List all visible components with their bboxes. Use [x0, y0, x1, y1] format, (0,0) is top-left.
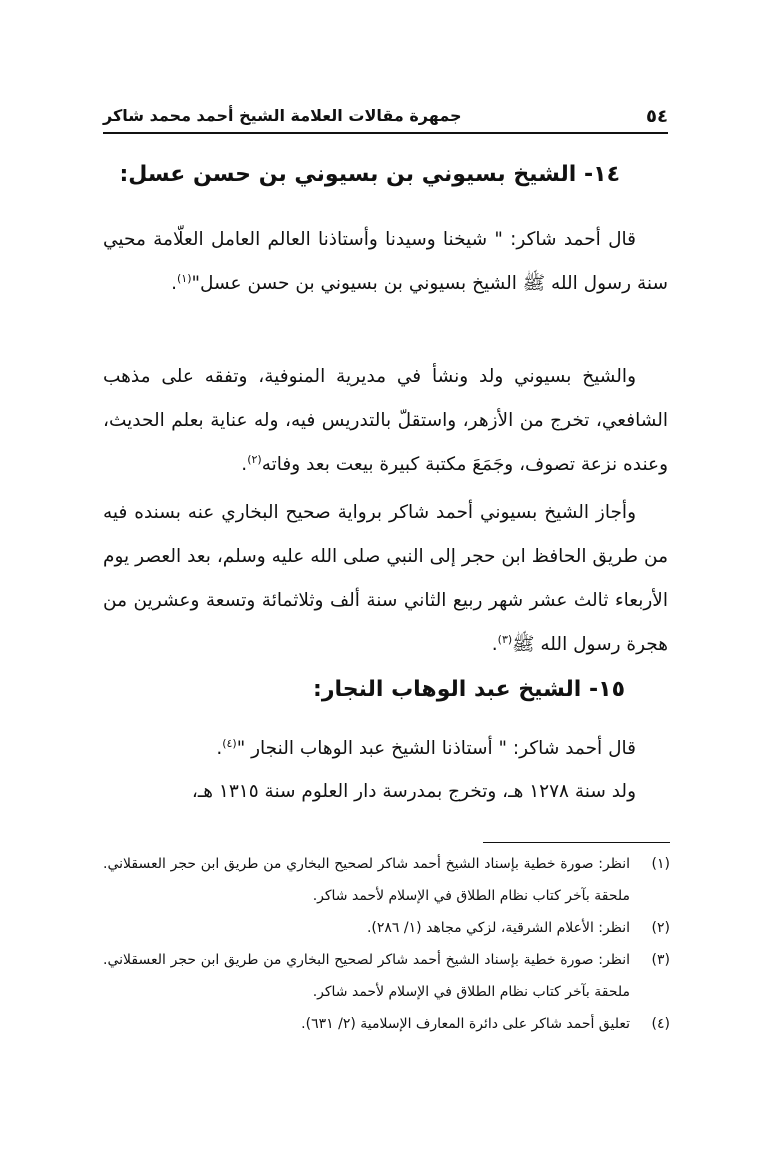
paragraph-text: قال أحمد شاكر: " شيخنا وسيدنا وأستاذنا العالم العامل العلّامة محيي سنة رسول الله ﷺ الشيخ بسيوني بن بسيوني بن حسن عسل" — [103, 229, 668, 294]
footnote-number: (٢) — [651, 920, 670, 936]
footnote-ref: (١) — [177, 271, 192, 285]
paragraph: قال أحمد شاكر: " شيخنا وسيدنا وأستاذنا العالم العامل العلّامة محيي سنة رسول الله ﷺ الشيخ بسيوني بن بسيوني بن حسن عسل"$^{(١)}$. — [103, 229, 668, 294]
paragraph-text: قال أحمد شاكر: " أستاذنا الشيخ عبد الوهاب النجار " — [236, 738, 636, 759]
paragraph-text: وأجاز الشيخ بسيوني أحمد شاكر برواية صحيح البخاري عنه بسنده فيه من طريق الحافظ ابن حجر إلى النبي صلى الله عليه وسلم، بعد العصر يوم الأربعاء ثالث عشر شهر ربيع الثاني سنة ألف وثلاثمائة وتسعة وعشرين من هجرة رسول الله ﷺ — [103, 502, 668, 655]
running-title: جمهرة مقالات العلامة الشيخ أحمد محمد شاكر — [103, 106, 462, 125]
footnote — [103, 848, 670, 912]
footnote-text: انظر: الأعلام الشرقية، لزكي مجاهد (١/ ٢٨٦). — [366, 920, 630, 936]
footnote-text: انظر: صورة خطية بإسناد الشيخ أحمد شاكر لصحيح البخاري من طريق ابن حجر العسقلاني. ملحقة بآخر كتاب نظام الطلاق في الإسلام لأحمد شاكر. — [103, 856, 630, 904]
footnote-number: (١) — [651, 856, 670, 872]
paragraph: والشيخ بسيوني ولد ونشأ في مديرية المنوفية، وتفقه على مذهب الشافعي، تخرج من الأزهر، واستقلّ بالتدريس فيه، وله عناية بعلم الحديث، وعنده نزعة تصوف، وجَمَعَ مكتبة كبيرة بيعت بعد وفاته$^{(٢)}$. — [103, 366, 668, 475]
footnote-text: تعليق أحمد شاكر على دائرة المعارف الإسلامية (٢/ ٦٣١). — [301, 1016, 630, 1032]
footnote-ref: (٢) — [247, 452, 262, 466]
paragraph-text: ولد سنة ١٢٧٨ هـ، وتخرج بمدرسة دار العلوم سنة ١٣١٥ هـ، — [191, 781, 636, 802]
footnote — [103, 912, 670, 944]
section-heading-14: ١٤- الشيخ بسيوني بن بسيوني بن حسن عسل: — [119, 162, 620, 187]
footnote-ref: (٣) — [497, 632, 513, 646]
paragraph — [103, 770, 668, 814]
footnote-number: (٣) — [651, 952, 670, 968]
footnote — [103, 1008, 670, 1040]
footnote-ref: (٤) — [222, 736, 237, 750]
footnote — [103, 944, 670, 1008]
paragraph: وأجاز الشيخ بسيوني أحمد شاكر برواية صحيح البخاري عنه بسنده فيه من طريق الحافظ ابن حجر إلى النبي صلى الله عليه وسلم، بعد العصر يوم الأربعاء ثالث عشر شهر ربيع الثاني سنة ألف وثلاثمائة وتسعة وعشرين من هجرة رسول الله ﷺ$^{(٣)}$. — [103, 502, 668, 655]
page-header — [103, 100, 668, 134]
paragraph-text: والشيخ بسيوني ولد ونشأ في مديرية المنوفية، وتفقه على مذهب الشافعي، تخرج من الأزهر، واستقلّ بالتدريس فيه، وله عناية بعلم الحديث، وعنده نزعة تصوف، وجَمَعَ مكتبة كبيرة بيعت بعد وفاته — [103, 366, 668, 475]
section-heading-15: ١٥- الشيخ عبد الوهاب النجار: — [313, 677, 625, 702]
footnote-divider — [483, 842, 670, 843]
paragraph: قال أحمد شاكر: " أستاذنا الشيخ عبد الوهاب النجار "$^{(٤)}$. — [216, 736, 636, 759]
footnote-text: انظر: صورة خطية بإسناد الشيخ أحمد شاكر لصحيح البخاري من طريق ابن حجر العسقلاني. ملحقة بآخر كتاب نظام الطلاق في الإسلام لأحمد شاكر. — [103, 952, 630, 1000]
page-number: ٥٤ — [646, 106, 668, 127]
footnotes — [103, 848, 670, 1040]
footnote-number: (٤) — [651, 1016, 670, 1032]
